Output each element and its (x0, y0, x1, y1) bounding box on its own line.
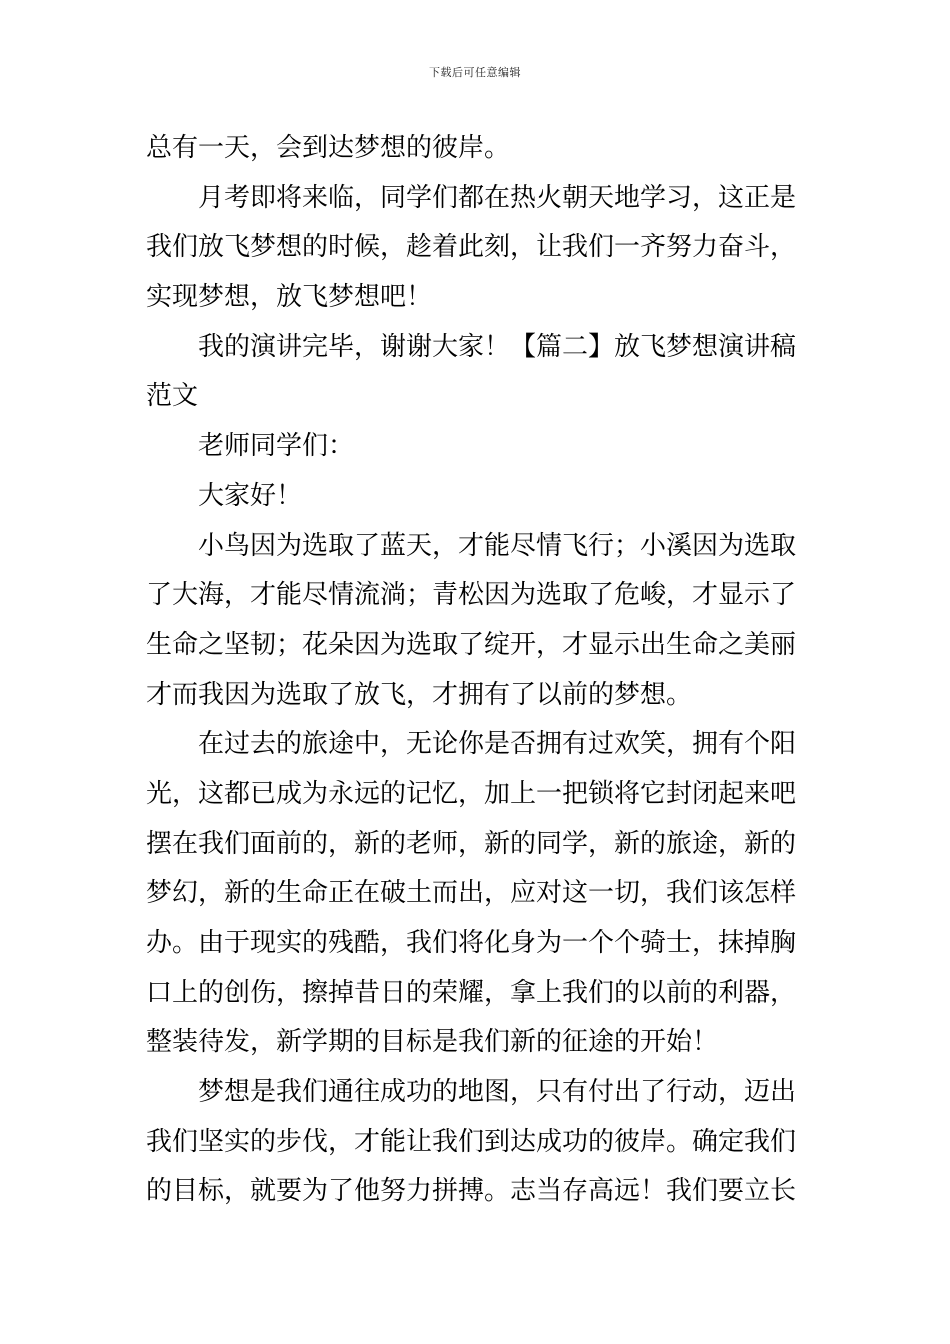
text-line: 梦幻，新的生命正在破土而出，应对这一切，我们该怎样 (146, 878, 797, 909)
text-line: 梦想是我们通往成功的地图，只有付出了行动，迈出 (198, 1077, 797, 1108)
text-line: 整装待发，新学期的目标是我们新的征途的开始！ (146, 1027, 719, 1058)
text-line: 范文 (146, 381, 199, 412)
text-line: 摆在我们面前的，新的老师，新的同学，新的旅途，新的 (146, 828, 797, 859)
text-line: 我们坚实的步伐，才能让我们到达成功的彼岸。确定我们 (146, 1126, 797, 1157)
text-line: 了大海，才能尽情流淌；青松因为选取了危峻，才显示了 (146, 580, 797, 611)
text-line: 实现梦想，放飞梦想吧！ (146, 282, 433, 313)
text-line: 口上的创伤，擦掉昔日的荣耀，拿上我们的以前的利器， (146, 977, 797, 1008)
text-line: 小鸟因为选取了蓝天，才能尽情飞行；小溪因为选取 (198, 530, 797, 561)
text-line: 老师同学们： (198, 431, 355, 462)
text-line: 在过去的旅途中，无论你是否拥有过欢笑，拥有个阳 (198, 729, 797, 760)
text-line: 总有一天，会到达梦想的彼岸。 (146, 133, 511, 163)
text-line: 才而我因为选取了放飞，才拥有了以前的梦想。 (146, 679, 693, 710)
text-line: 的目标，就要为了他努力拼搏。志当存高远！我们要立长 (146, 1176, 797, 1207)
text-line: 光，这都已成为永远的记忆，加上一把锁将它封闭起来吧 (146, 778, 797, 809)
text-line: 我的演讲完毕，谢谢大家！【篇二】放飞梦想演讲稿 (198, 331, 797, 362)
text-line: 办。由于现实的残酷，我们将化身为一个个骑士，抹掉胸 (146, 928, 797, 958)
document-body (146, 124, 806, 1217)
text-line: 月考即将来临，同学们都在热火朝天地学习，这正是 (198, 182, 797, 213)
text-line: 生命之坚韧；花朵因为选取了绽开，才显示出生命之美丽 (146, 629, 797, 660)
page-header: 下载后可任意编辑 (429, 66, 521, 79)
text-line: 大家好！ (198, 480, 303, 511)
text-line: 我们放飞梦想的时候，趁着此刻，让我们一齐努力奋斗， (146, 232, 797, 263)
